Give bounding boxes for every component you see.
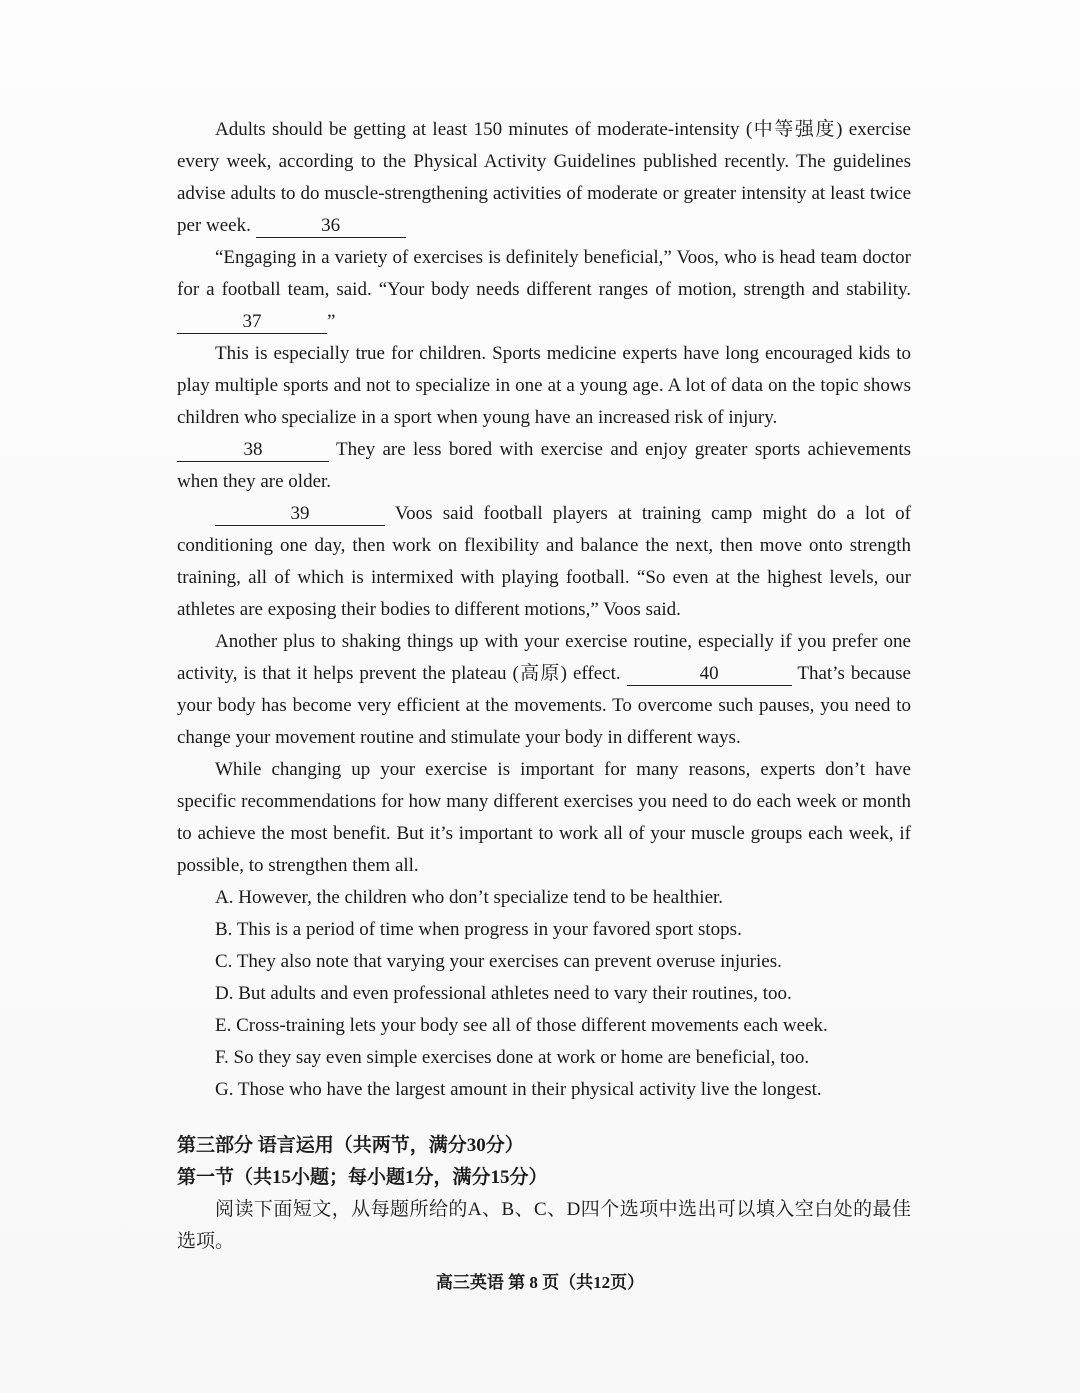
options-list (177, 882, 911, 1106)
paragraph-2 (177, 242, 911, 338)
page-footer: 高三英语 第 8 页（共12页） (435, 1273, 645, 1292)
paragraph-5-text-2: That’s because your body has become very efficient at the movements. To overcome such pauses, you need to change your movement routine and stimulate your body in different ways. (177, 663, 911, 748)
page-content (177, 114, 911, 1258)
option-e: E. Cross-training lets your body see all of those different movements each week. (215, 1015, 828, 1036)
paragraph-4-text: Voos said football players at training camp might do a lot of conditioning one day, then work on flexibility and balance the next, then move onto strength training, all of which is intermixed with playing football. “So even at the highest levels, our athletes are exposing their bodies to different motions,” Voos said. (177, 503, 911, 620)
paragraph-3-continued (177, 434, 911, 498)
paragraph-2-text: “Engaging in a variety of exercises is definitely beneficial,” Voos, who is head team doctor for a football team, said. “Your body needs different ranges of motion, strength and stability. (177, 247, 911, 300)
option-f: F. So they say even simple exercises done at work or home are beneficial, too. (215, 1047, 810, 1068)
option-c: C. They also note that varying your exercises can prevent overuse injuries. (215, 951, 782, 972)
option-d: D. But adults and even professional athletes need to vary their routines, too. (215, 983, 792, 1004)
paragraph-6 (177, 754, 911, 882)
paragraph-3-text-2: They are less bored with exercise and enjoy greater sports achievements when they are older. (177, 439, 911, 492)
blank-40: 40 (627, 663, 792, 686)
option-g: G. Those who have the largest amount in their physical activity live the longest. (215, 1079, 822, 1100)
paragraph-6-text: While changing up your exercise is important for many reasons, experts don’t have specific recommendations for how many different exercises you need to do each week or month to achieve the most benefit. But it’s important to work all of your muscle groups each week, if possible, to strengthen them all. (177, 759, 911, 876)
paragraph-2-close-quote: ” (327, 311, 336, 332)
option-b: B. This is a period of time when progress in your favored sport stops. (215, 919, 742, 940)
paragraph-3-text: This is especially true for children. Sports medicine experts have long encouraged kids to play multiple sports and not to specialize in one at a young age. A lot of data on the topic shows children who specialize in a sport when young have an increased risk of injury. (177, 343, 911, 428)
paragraph-5-text: Another plus to shaking things up with your exercise routine, especially if you prefer one activity, is that it helps prevent the plateau (高原) effect. (177, 631, 911, 684)
blank-38: 38 (177, 439, 329, 462)
paragraph-4 (177, 498, 911, 626)
section-instruction: 阅读下面短文，从每题所给的A、B、C、D四个选项中选出可以填入空白处的最佳选项。 (177, 1199, 911, 1252)
paragraph-1-text: Adults should be getting at least 150 minutes of moderate-intensity (中等强度) exercise every week, according to the Physical Activity Guidelines published recently. The guidelines advise adults to do muscle-strengthening activities of moderate or greater intensity at least twice per week. (177, 119, 911, 236)
paragraph-5 (177, 626, 911, 754)
option-a: A. However, the children who don’t specialize tend to be healthier. (215, 887, 724, 908)
blank-39: 39 (215, 503, 385, 526)
blank-36: 36 (256, 215, 406, 238)
paragraph-1 (177, 114, 911, 242)
section-part-title: 第三部分 语言运用（共两节，满分30分） (177, 1135, 524, 1156)
section-sub-title: 第一节（共15小题；每小题1分，满分15分） (177, 1167, 548, 1188)
paragraph-3 (177, 338, 911, 434)
blank-37: 37 (177, 311, 327, 334)
